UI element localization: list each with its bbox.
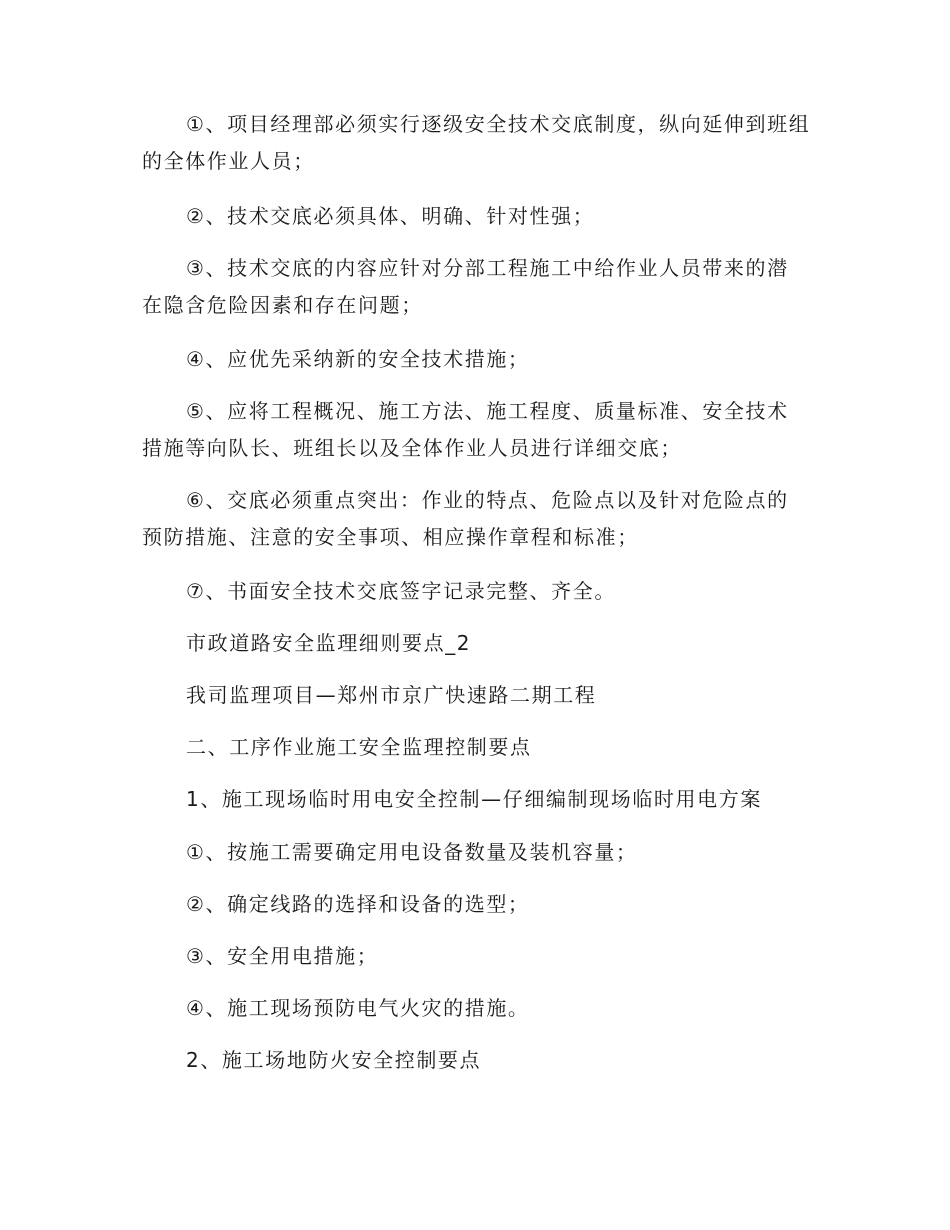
- text-line: 措施等向队长、班组长以及全体作业人员进行详细交底；: [142, 436, 682, 460]
- paragraph-3: [142, 250, 810, 324]
- subheading-2: [142, 1042, 810, 1079]
- text-line: ③、技术交底的内容应针对分部工程施工中给作业人员带来的潜: [186, 256, 789, 280]
- text-line: 我司监理项目—郑州市京广快速路二期工程: [186, 683, 597, 707]
- text-line: ①、按施工需要确定用电设备数量及装机容量；: [186, 840, 638, 864]
- item-2: [142, 886, 810, 923]
- text-line: 在隐含危险因素和存在问题；: [142, 293, 423, 317]
- subheading-1: [142, 781, 810, 818]
- paragraph-1: [142, 106, 810, 180]
- text-line: 2、施工场地防火安全控制要点: [186, 1048, 482, 1072]
- text-line: 预防措施、注意的安全事项、相应操作章程和标准；: [142, 525, 639, 549]
- text-line: ③、安全用电措施；: [186, 944, 379, 968]
- text-line: ②、技术交底必须具体、明确、针对性强；: [186, 204, 595, 228]
- text-line: ①、项目经理部必须实行逐级安全技术交底制度，纵向延伸到班组: [186, 112, 811, 136]
- paragraph-2: [142, 198, 810, 235]
- section-title: [142, 625, 810, 662]
- text-line: ④、施工现场预防电气火灾的措施。: [186, 996, 530, 1020]
- text-line: ②、确定线路的选择和设备的选型；: [186, 892, 530, 916]
- paragraph-7: [142, 573, 810, 610]
- paragraph-4: [142, 341, 810, 378]
- project-line: [142, 677, 810, 714]
- text-line: ④、应优先采纳新的安全技术措施；: [186, 347, 530, 371]
- text-line: ⑥、交底必须重点突出：作业的特点、危险点以及针对危险点的: [186, 488, 789, 512]
- heading-2: [142, 729, 810, 766]
- text-line: 1、施工现场临时用电安全控制—仔细编制现场临时用电方案: [186, 787, 762, 811]
- paragraph-6: [142, 482, 810, 556]
- text-line: 二、工序作业施工安全监理控制要点: [186, 735, 532, 759]
- text-line: ⑤、应将工程概况、施工方法、施工程度、质量标准、安全技术: [186, 399, 789, 423]
- text-line: 市政道路安全监理细则要点_2: [186, 631, 472, 655]
- item-3: [142, 938, 810, 975]
- text-line: ⑦、书面安全技术交底签字记录完整、齐全。: [186, 579, 616, 603]
- text-line: 的全体作业人员；: [142, 149, 315, 173]
- item-1: [142, 834, 810, 871]
- item-4: [142, 990, 810, 1027]
- paragraph-5: [142, 393, 810, 467]
